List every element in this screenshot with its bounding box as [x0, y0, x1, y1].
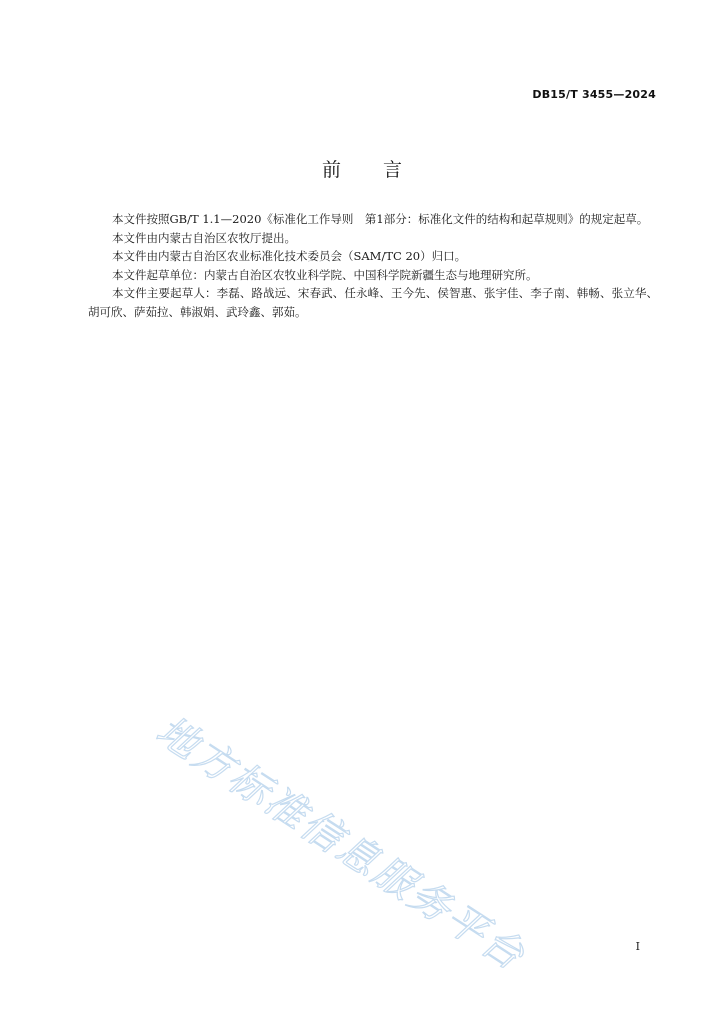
- foreword-heading: [0, 155, 724, 182]
- heading-char-2: 言: [383, 159, 403, 181]
- paragraph-drafters: 本文件主要起草人：李磊、路战远、宋春武、任永峰、王今先、侯智惠、张宇佳、李子南、韩畅、张立华、胡可欣、萨茹拉、韩淑娟、武玲鑫、郭茹。: [88, 286, 658, 319]
- paragraph-centralized-unit: 本文件由内蒙古自治区农业标准化技术委员会（SAM/TC 20）归口。: [112, 249, 467, 263]
- paragraph-proposer: 本文件由内蒙古自治区农牧厅提出。: [112, 230, 296, 245]
- page-number: I: [635, 940, 640, 953]
- document-code: DB15/T 3455—2024: [532, 88, 656, 101]
- paragraph-drafting-basis: 本文件按照GB/T 1.1—2020《标准化工作导则 第1部分：标准化文件的结构和起草规则》的规定起草。: [112, 212, 649, 226]
- paragraph-drafting-units: 本文件起草单位：内蒙古自治区农牧业科学院、中国科学院新疆生态与地理研究所。: [112, 267, 538, 282]
- foreword-body: [88, 210, 658, 321]
- heading-char-1: 前: [321, 159, 341, 181]
- watermark-text: 地方标准信息服务平台: [148, 707, 534, 981]
